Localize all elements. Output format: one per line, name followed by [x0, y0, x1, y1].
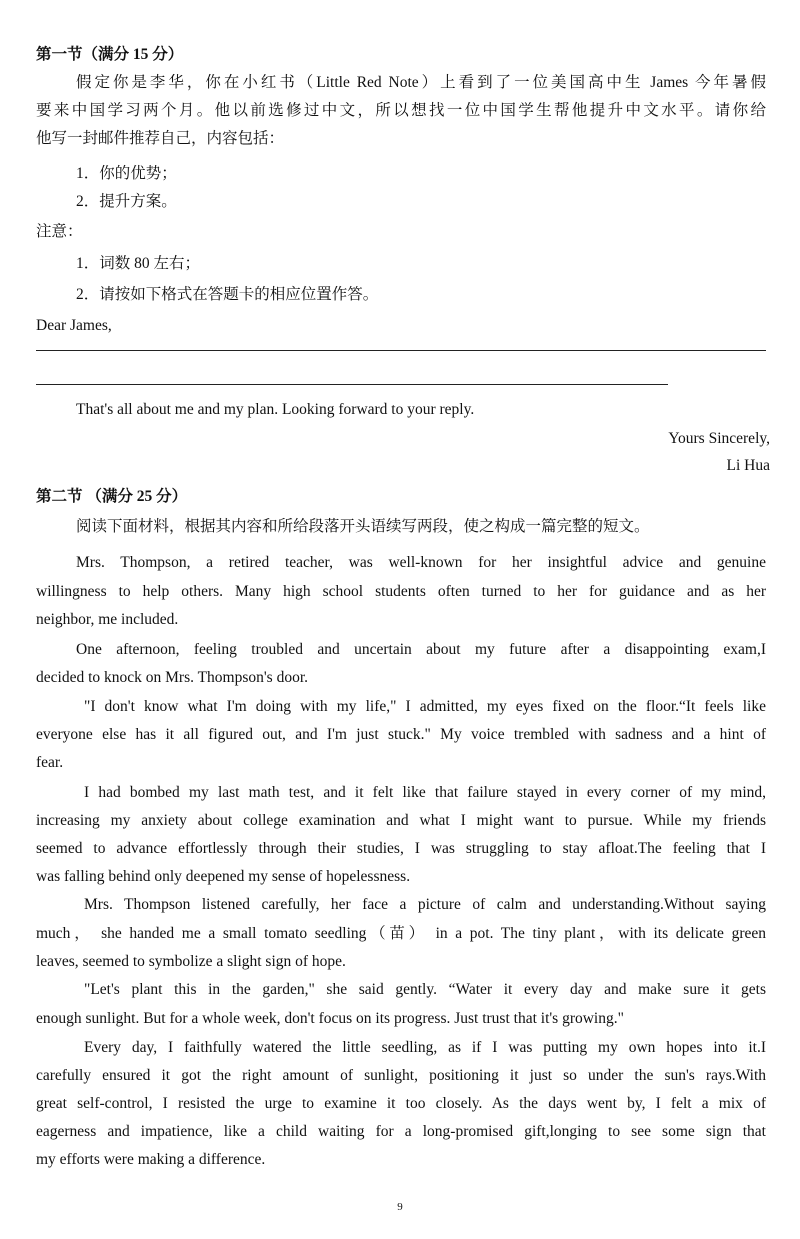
- passage-line: was falling behind only deepened my sense of hopelessness.: [36, 868, 411, 885]
- prompt-line-3: 他写一封邮件推荐自己，内容包括：: [36, 130, 285, 147]
- passage-line: increasing my anxiety about college examination and what I might want to pursue. While my friends: [36, 812, 766, 829]
- content-item-1: 1．你的优势；: [76, 165, 177, 182]
- passage-line: much， she handed me a small tomato seedling（苗） in a pot. The tiny plant，with its delicate green: [36, 925, 766, 942]
- passage-line: great self-control, I resisted the urge to examine it too closely. As the days went by, I felt a mix of: [36, 1095, 766, 1112]
- answer-line-1: [36, 350, 766, 351]
- passage-line: decided to knock on Mrs. Thompson's door.: [36, 669, 309, 686]
- passage-line: "I don't know what I'm doing with my life," I admitted, my eyes fixed on the floor.“It feels like: [84, 698, 766, 715]
- passage-line: willingness to help others. Many high school students often turned to her for guidance and as her: [36, 583, 766, 600]
- prompt-line-1: 假定你是李华，你在小红书（Little Red Note）上看到了一位美国高中生 James 今年暑假: [76, 74, 766, 91]
- passage-line: carefully ensured it got the right amount of sunlight, positioning it just so under the sun's rays.With: [36, 1067, 766, 1084]
- page-number: 9: [397, 1201, 403, 1213]
- sign-off: Yours Sincerely,: [668, 430, 770, 447]
- passage-line: Mrs. Thompson, a retired teacher, was well-known for her insightful advice and genuine: [76, 554, 766, 571]
- passage-line: enough sunlight. But for a whole week, don't focus on its progress. Just trust that it's growing.": [36, 1010, 624, 1027]
- closing-line: That's all about me and my plan. Looking forward to your reply.: [76, 401, 475, 418]
- passage-line: leaves, seemed to symbolize a slight sign of hope.: [36, 953, 346, 970]
- section2-heading: 第二节 （满分 25 分）: [36, 488, 188, 505]
- passage-line: "Let's plant this in the garden," she said gently. “Water it every day and make sure it gets: [84, 981, 766, 998]
- signature: Li Hua: [726, 457, 770, 474]
- note-label: 注意：: [36, 223, 83, 240]
- passage-line: my efforts were making a difference.: [36, 1151, 266, 1168]
- note-item-1: 1．词数 80 左右；: [76, 255, 201, 272]
- passage-line: One afternoon, feeling troubled and uncertain about my future after a disappointing exam,I: [76, 641, 766, 658]
- section1-heading: 第一节（满分 15 分）: [36, 46, 184, 63]
- passage-line: eagerness and impatience, like a child waiting for a long-promised gift,longing to see some sign that: [36, 1123, 766, 1140]
- passage-line: fear.: [36, 754, 64, 771]
- prompt-line-2: 要来中国学习两个月。他以前选修过中文，所以想找一位中国学生帮他提升中文水平。请你给: [36, 102, 766, 119]
- passage-line: seemed to advance effortlessly through their studies, I was struggling to stay afloat.The feeling that I: [36, 840, 766, 857]
- passage-line: Mrs. Thompson listened carefully, her face a picture of calm and understanding.Without saying: [84, 896, 766, 913]
- passage-line: I had bombed my last math test, and it felt like that failure stayed in every corner of my mind,: [84, 784, 766, 801]
- passage-line: neighbor, me included.: [36, 611, 179, 628]
- answer-line-2: [36, 384, 668, 385]
- note-item-2: 2．请按如下格式在答题卡的相应位置作答。: [76, 286, 379, 303]
- section2-instruction: 阅读下面材料，根据其内容和所给段落开头语续写两段，使之构成一篇完整的短文。: [76, 518, 650, 535]
- content-item-2: 2．提升方案。: [76, 193, 177, 210]
- passage-line: Every day, I faithfully watered the little seedling, as if I was putting my own hopes into it.I: [84, 1039, 766, 1056]
- salutation: Dear James,: [36, 317, 112, 334]
- passage-line: everyone else has it all figured out, and I'm just stuck." My voice trembled with sadness and a hint of: [36, 726, 766, 743]
